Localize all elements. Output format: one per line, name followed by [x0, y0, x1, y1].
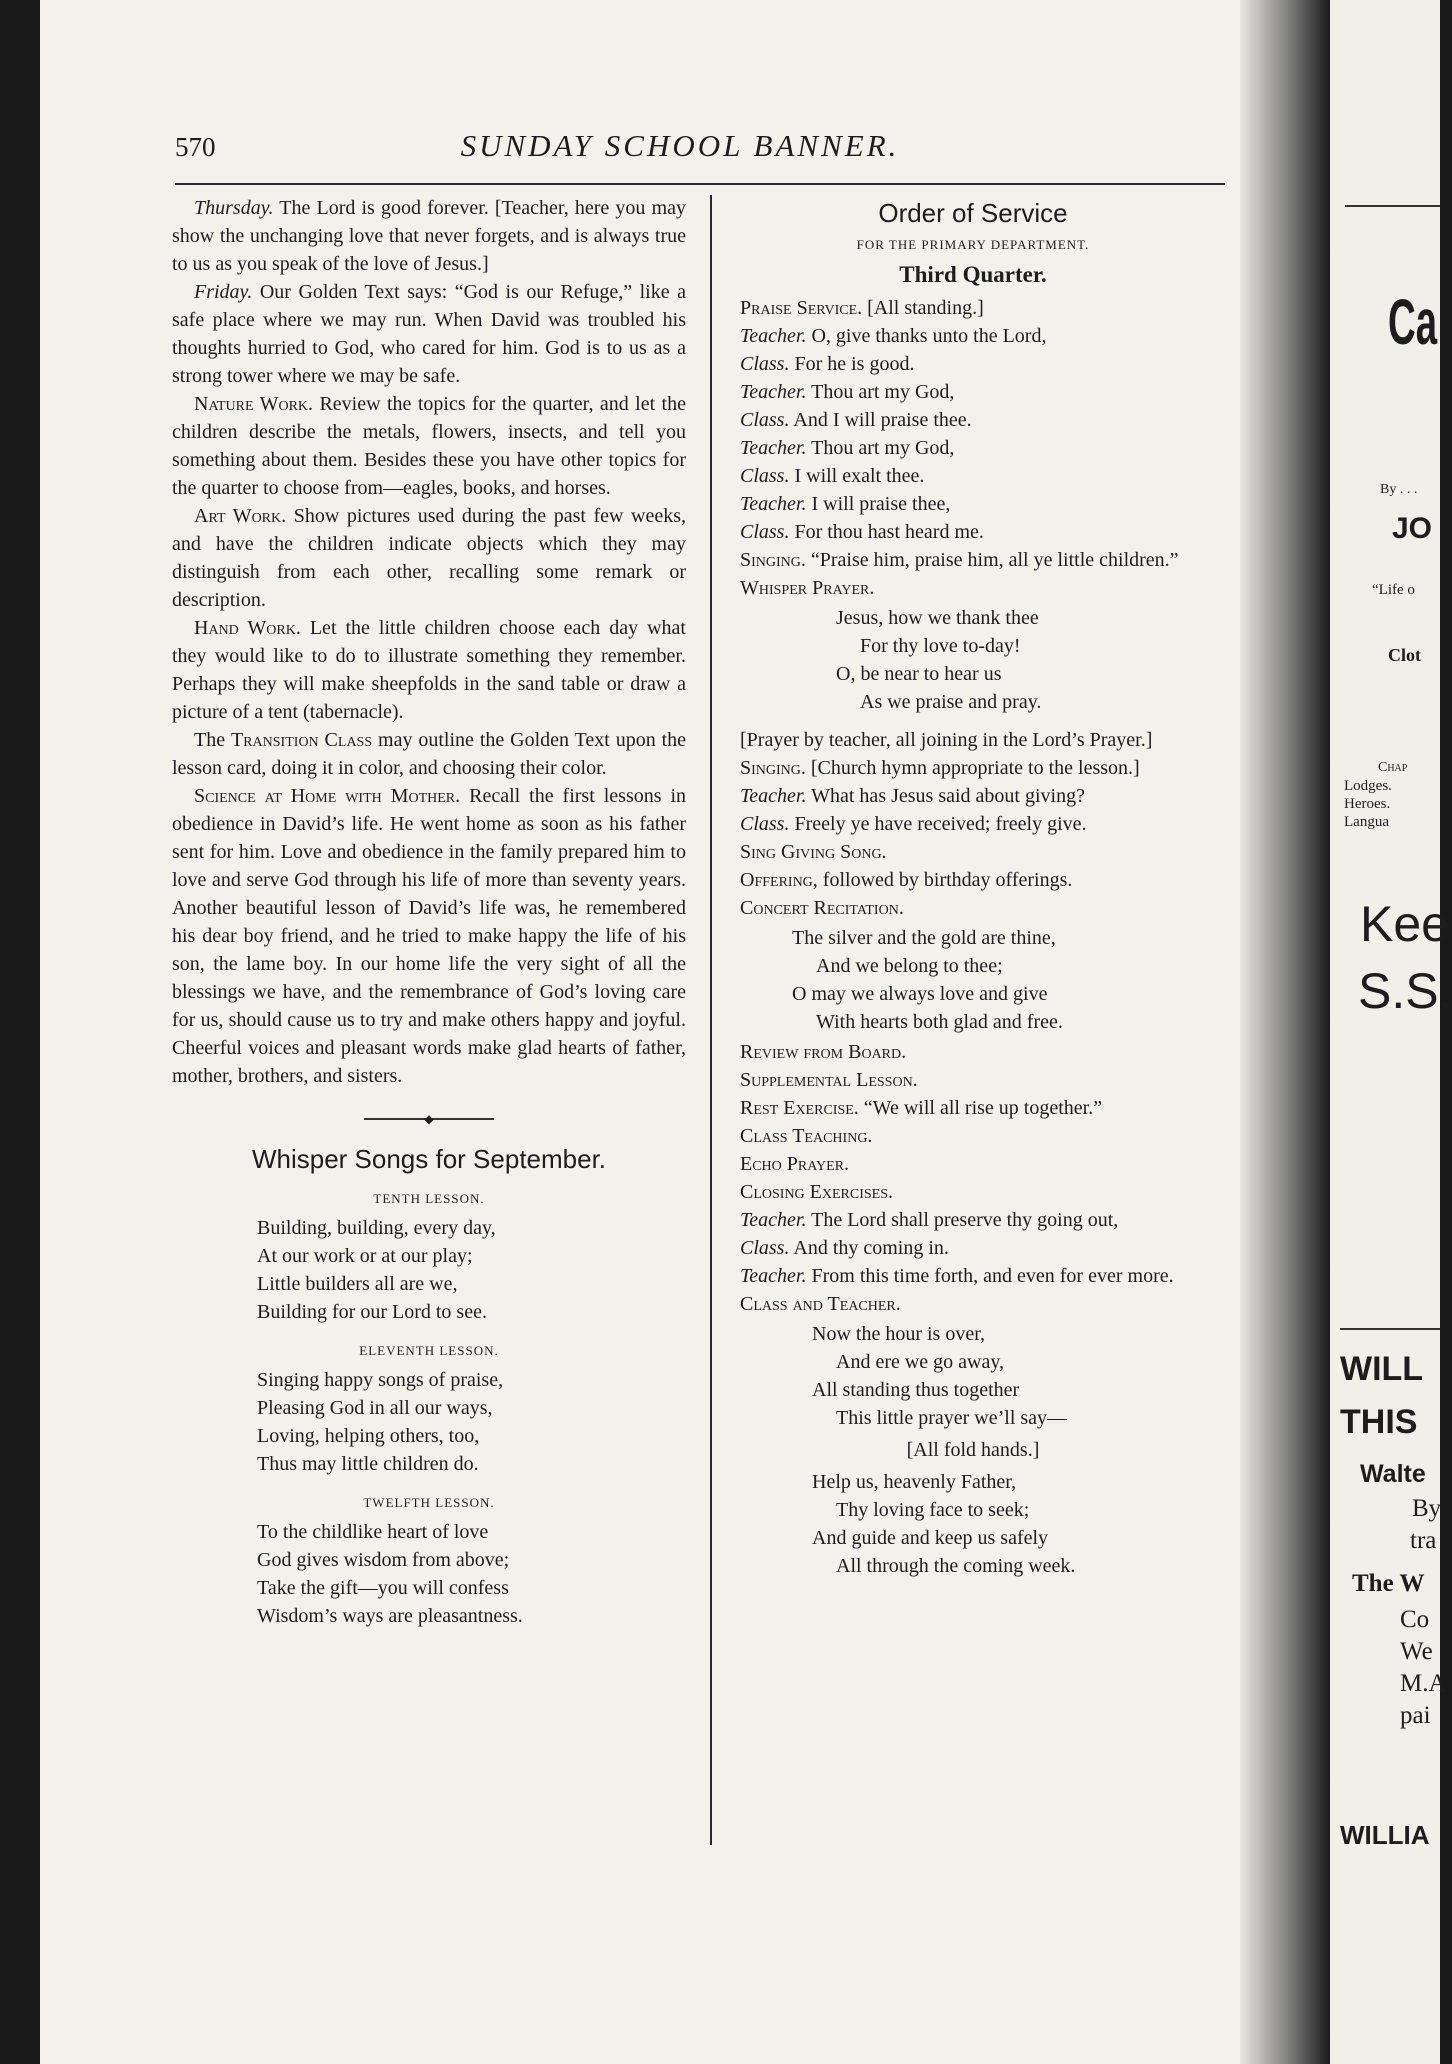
- response-line: Teacher. The Lord shall preserve thy going out,: [740, 1209, 1119, 1231]
- closing-exercises: Closing Exercises.: [740, 1181, 894, 1203]
- lesson-title: TENTH LESSON.: [373, 1191, 485, 1206]
- response-line: Class. For he is good.: [740, 353, 915, 375]
- review-from-board: Review from Board.: [740, 1041, 907, 1063]
- gutter-shadow: [1240, 0, 1330, 2064]
- echo-prayer: Echo Prayer.: [740, 1153, 850, 1175]
- quarter-heading: Third Quarter.: [899, 262, 1047, 287]
- running-title: SUNDAY SCHOOL BANNER.: [460, 128, 900, 163]
- concert-recitation-label: Concert Recitation.: [740, 897, 904, 919]
- facing-text: Chap: [1378, 760, 1408, 775]
- facing-page-fragment: [1330, 0, 1452, 2064]
- facing-text: WILL: [1340, 1350, 1424, 1388]
- order-of-service-heading: Order of Service: [878, 198, 1068, 228]
- facing-text: Lodges.: [1344, 778, 1392, 794]
- response-line: Teacher. O, give thanks unto the Lord,: [740, 325, 1047, 347]
- page-number: 570: [175, 132, 216, 162]
- fold-hands-note: [All fold hands.]: [906, 1439, 1040, 1461]
- facing-text: WILLIA: [1340, 1820, 1430, 1850]
- whisper-prayer-label: Whisper Prayer.: [740, 577, 875, 599]
- response-line: Teacher. Thou art my God,: [740, 437, 955, 459]
- song-verse: Singing happy songs of praise, Pleasing God in all our ways, Loving, helping others, too, Thus may little children do.: [257, 1369, 504, 1475]
- response-line: Class. And thy coming in.: [740, 1237, 949, 1259]
- whisper-prayer-verse: Jesus, how we thank thee For thy love to-day! O, be near to hear us As we praise and pray.: [836, 607, 1042, 713]
- order-subheading: FOR THE PRIMARY DEPARTMENT.: [856, 237, 1090, 252]
- response-line: Class. Freely ye have received; freely give.: [740, 813, 1087, 835]
- praise-service: Praise Service. [All standing.]: [740, 297, 984, 319]
- facing-text: Ca: [1388, 286, 1438, 358]
- facing-rule: [1345, 205, 1440, 207]
- response-line: Class. And I will praise thee.: [740, 409, 972, 431]
- response-line: Teacher. What has Jesus said about giving?: [740, 785, 1085, 807]
- facing-text: pai: [1400, 1702, 1431, 1729]
- rest-exercise: Rest Exercise. “We will all rise up together.”: [740, 1097, 1103, 1119]
- facing-text: S.S.: [1358, 963, 1452, 1019]
- facing-text: Co: [1400, 1606, 1430, 1633]
- response-line: Teacher. I will praise thee,: [740, 493, 951, 515]
- facing-text: M.A: [1400, 1670, 1447, 1697]
- paragraph-art-work: Art Work. Show pictures used during the past few weeks, and have the children indicate objects which they may distinguish from each other, recalling some remark or description.: [172, 505, 686, 611]
- singing-entry: Singing. [Church hymn appropriate to the lesson.]: [740, 757, 1140, 779]
- response-line: Teacher. From this time forth, and even for ever more.: [740, 1265, 1174, 1287]
- paragraph-thursday: Thursday. The Lord is good forever. [Teacher, here you may show the unchanging love that never forgets, and is always true to us as you speak of the love of Jesus.]: [172, 197, 686, 275]
- song-verse: Building, building, every day, At our work or at our play; Little builders all are we, Building for our Lord to see.: [257, 1217, 496, 1323]
- paragraph-science-at-home: Science at Home with Mother. Recall the first lessons in obedience in David’s life. He went home as soon as his father sent for him. Love and obedience in the family prepared him to love and serve God through his life of more than seventy years. Another beautiful lesson of David’s life was, he remembered his dear boy friend, and he tried to make happy the life of his son, the lame boy. In our home life the very sight of all the blessings we have, and the remembrance of God’s loving care for us, should cause us to try and make others happy and joyful. Cheerful voices and pleasant words make glad hearts of father, mother, brothers, and sisters.: [172, 785, 687, 1087]
- facing-text: Heroes.: [1344, 796, 1391, 812]
- facing-text: THIS: [1340, 1403, 1418, 1441]
- header-rule: [175, 183, 1225, 185]
- facing-text: Kee: [1360, 896, 1449, 952]
- whisper-songs-heading: Whisper Songs for September.: [251, 1144, 607, 1174]
- lesson-title: ELEVENTH LESSON.: [359, 1343, 499, 1358]
- facing-text: We: [1400, 1638, 1433, 1665]
- facing-text: By . . .: [1380, 482, 1418, 497]
- page-header: [135, 128, 1225, 178]
- lesson-title: TWELFTH LESSON.: [363, 1495, 495, 1510]
- facing-text: Walte: [1360, 1460, 1426, 1488]
- facing-text: tra: [1410, 1527, 1437, 1554]
- supplemental-lesson: Supplemental Lesson.: [740, 1069, 918, 1091]
- response-line: Class. For thou hast heard me.: [740, 521, 984, 543]
- closing-verse: Now the hour is over, And ere we go away, All standing thus together This little prayer we’ll say—: [812, 1323, 1068, 1429]
- singing-entry: Singing. “Praise him, praise him, all ye little children.”: [740, 549, 1179, 571]
- facing-rule: [1340, 1328, 1440, 1330]
- closing-prayer-verse: Help us, heavenly Father, Thy loving face to seek; And guide and keep us safely All through the coming week.: [812, 1471, 1076, 1577]
- left-column: [172, 194, 686, 1644]
- column-divider: [710, 195, 712, 1845]
- sing-giving-song: Sing Giving Song.: [740, 841, 887, 863]
- facing-text: The W: [1352, 1570, 1425, 1597]
- song-verse: To the childlike heart of love God gives wisdom from above; Take the gift—you will confess Wisdom’s ways are pleasantness.: [257, 1521, 523, 1627]
- paragraph-friday: Friday. Our Golden Text says: “God is our Refuge,” like a safe place where we may run. When David was troubled his thoughts hurried to God, who cared for him. God is to us as a strong tower where we may be safe.: [172, 281, 686, 387]
- section-ornament: ◆: [364, 1112, 494, 1126]
- facing-text: JO: [1392, 512, 1433, 545]
- class-and-teacher-label: Class and Teacher.: [740, 1293, 901, 1315]
- right-column: [718, 194, 1228, 1594]
- concert-verse: The silver and the gold are thine, And we belong to thee; O may we always love and give With hearts both glad and free.: [792, 927, 1063, 1033]
- paragraph-hand-work: Hand Work. Let the little children choose each day what they would like to do to illustrate something they remember. Perhaps they will make sheepfolds in the sand table or draw a picture of a tent (tabernacle).: [172, 617, 686, 723]
- response-line: Class. I will exalt thee.: [740, 465, 925, 487]
- prayer-note: [Prayer by teacher, all joining in the Lord’s Prayer.]: [740, 729, 1153, 751]
- class-teaching: Class Teaching.: [740, 1125, 873, 1147]
- facing-text: Clot: [1388, 645, 1421, 665]
- response-line: Teacher. Thou art my God,: [740, 381, 955, 403]
- facing-text: By: [1412, 1495, 1442, 1522]
- offering-entry: Offering, followed by birthday offerings.: [740, 869, 1073, 891]
- paragraph-nature-work: Nature Work. Review the topics for the quarter, and let the children describe the metals, flowers, insects, and tell you something about them. Besides these you have other topics for the quarter to choose from—eagles, books, and horses.: [172, 393, 686, 499]
- facing-text: “Life o: [1372, 582, 1415, 598]
- facing-text: Langua: [1344, 814, 1389, 830]
- paragraph-transition-class: The Transition Class may outline the Golden Text upon the lesson card, doing it in color, and choosing their color.: [172, 729, 687, 779]
